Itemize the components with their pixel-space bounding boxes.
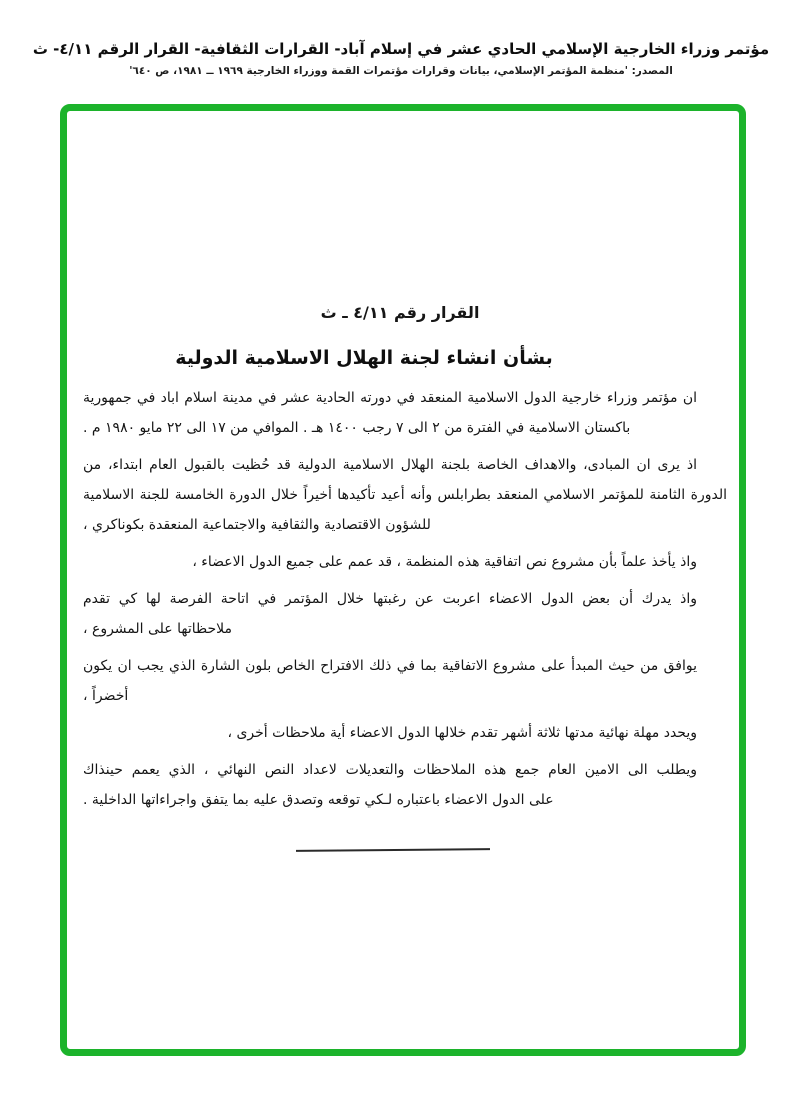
paragraph-line: على الدول الاعضاء باعتباره لـكي توقعه وتصدق عليه بما يتفق واجراءاتها الداخلية . [83, 792, 554, 808]
paragraph-line: ويطلب الى الامين العام جمع هذه الملاحظات والتعديلات لاعداد النص النهائي ، الذي يعمم حينذاك [83, 762, 697, 778]
decision-number: القرار رقم ٤/١١ ـ ث [320, 303, 480, 322]
document-title: بشأن انشاء لجنة الهلال الاسلامية الدولية [175, 347, 553, 369]
paragraph-line: اذ يرى ان المبادى، والاهداف الخاصة بلجنة الهلال الاسلامية الدولية قد حُظيت بالقبول العام ابتداء، من [83, 457, 697, 473]
paragraph-line: باكستان الاسلامية في الفترة من ٢ الى ٧ رجب ١٤٠٠ هـ . الموافي من ١٧ الى ٢٢ مايو ١٩٨٠ م . [83, 420, 631, 436]
paragraph [83, 547, 727, 577]
paragraph-line: ملاحظاتها على المشروع ، [83, 621, 232, 637]
paragraph [83, 755, 727, 815]
paragraph-line: واذ يأخذ علماً بأن مشروع نص اتفاقية هذه المنظمة ، قد عمم على جميع الدول الاعضاء ، [192, 554, 697, 570]
paragraph-line: الدورة الثامنة للمؤتمر الاسلامي المنعقد بطرابلس وأنه أعيد تأكيدها أخيراً خلال الدورة الخامسة للجنة الاسلامية [83, 487, 727, 503]
paragraph-line: ويحدد مهلة نهائية مدتها ثلاثة أشهر تقدم خلالها الدول الاعضاء أية ملاحظات أخرى ، [227, 725, 697, 741]
separator-line [296, 848, 490, 852]
paragraph-line: واذ يدرك أن بعض الدول الاعضاء اعربت عن رغبتها خلال المؤتمر في اتاحة الفرصة لها كي تقدم [83, 591, 697, 607]
document-body [83, 383, 727, 822]
paragraph [83, 718, 727, 748]
paragraph-line: أخضراً ، [83, 688, 129, 704]
paragraph [83, 450, 727, 540]
paragraph [83, 651, 727, 711]
page-header [0, 38, 802, 81]
scan-frame-border [60, 104, 746, 1056]
paragraph [83, 584, 727, 644]
header-source: المصدر: 'منظمة المؤتمر الإسلامي، بيانات وقرارات مؤتمرات القمة ووزراء الخارجية ١٩٦٩ ــ ١٩٨١، ص ٦٤٠' [129, 65, 673, 77]
paragraph-line: ان مؤتمر وزراء خارجية الدول الاسلامية المنعقد في دورته الحادية عشر في مدينة اسلام اباد في جمهورية [83, 390, 697, 406]
header-title: مؤتمر وزراء الخارجية الإسلامي الحادي عشر في إسلام آباد- القرارات الثقافية- القرار الرقم ٤/١١- ث [32, 40, 770, 58]
paragraph [83, 383, 727, 443]
paragraph-line: يوافق من حيث المبدأ على مشروع الاتفاقية بما في ذلك الافتراح الخاص بلون الشارة الذي يجب ان يكون [83, 658, 697, 674]
paragraph-line: للشؤون الاقتصادية والثقافية والاجتماعية المنعقدة بكوناكري ، [83, 517, 431, 533]
